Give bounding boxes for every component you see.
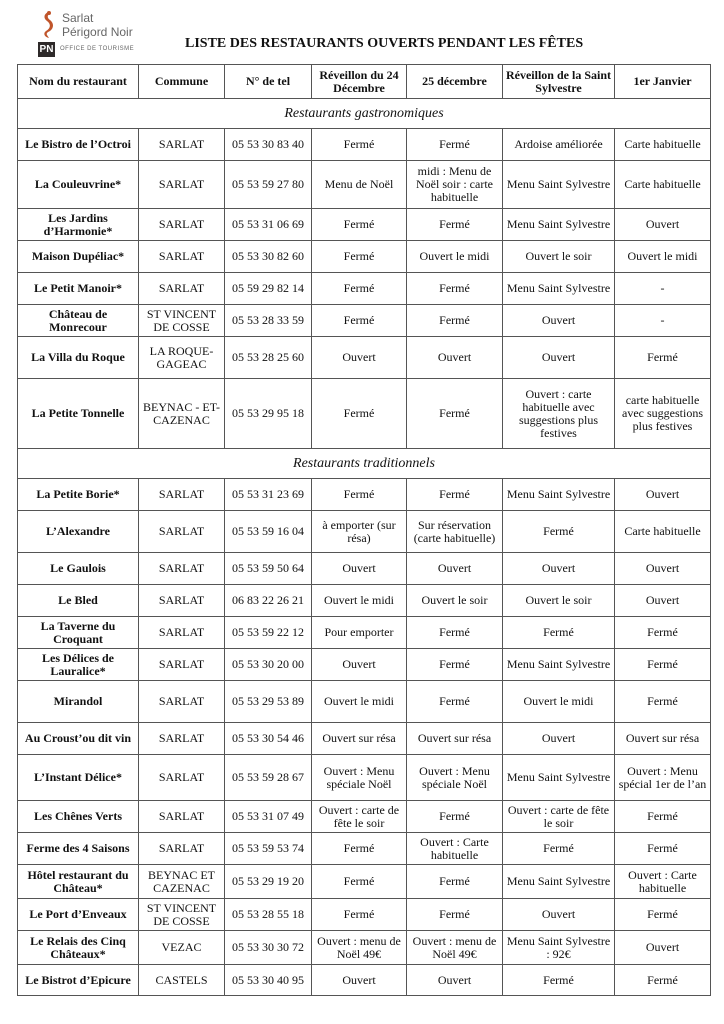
cell-dec31: Ouvert le soir (503, 241, 615, 273)
cell-jan1: Carte habituelle (615, 511, 711, 553)
cell-dec24: Fermé (312, 479, 407, 511)
cell-dec25: Sur réservation (carte habituelle) (407, 511, 503, 553)
table-row (18, 337, 711, 379)
cell-phone: 05 53 30 83 40 (225, 129, 312, 161)
cell-jan1: Fermé (615, 833, 711, 865)
table-row (18, 379, 711, 449)
cell-jan1: Fermé (615, 965, 711, 996)
table-row (18, 585, 711, 617)
cell-name: Le Bistro de l’Octroi (18, 129, 139, 161)
section-row (18, 449, 711, 479)
cell-dec31: Ouvert : carte de fête le soir (503, 801, 615, 833)
cell-commune: SARLAT (139, 681, 225, 723)
cell-commune: SARLAT (139, 585, 225, 617)
cell-phone: 05 53 30 54 46 (225, 723, 312, 755)
cell-jan1: Fermé (615, 801, 711, 833)
cell-phone: 05 53 30 30 72 (225, 931, 312, 965)
cell-dec24: Ouvert le midi (312, 681, 407, 723)
cell-name: La Petite Tonnelle (18, 379, 139, 449)
lizard-icon (38, 10, 58, 40)
cell-commune: SARLAT (139, 511, 225, 553)
cell-name: Les Délices de Lauralice* (18, 649, 139, 681)
cell-jan1: - (615, 273, 711, 305)
cell-dec31: Ouvert (503, 899, 615, 931)
cell-name: Château de Monrecour (18, 305, 139, 337)
cell-commune: BEYNAC - ET-CAZENAC (139, 379, 225, 449)
cell-dec24: Ouvert le midi (312, 585, 407, 617)
cell-dec25: Ouvert le midi (407, 241, 503, 273)
cell-dec25: Fermé (407, 801, 503, 833)
cell-dec24: Fermé (312, 273, 407, 305)
cell-dec24: Fermé (312, 305, 407, 337)
cell-dec25: Fermé (407, 273, 503, 305)
logo-monogram: PN (39, 44, 54, 55)
cell-phone: 05 53 30 40 95 (225, 965, 312, 996)
cell-dec24: Fermé (312, 899, 407, 931)
cell-name: La Taverne du Croquant (18, 617, 139, 649)
cell-jan1: Fermé (615, 337, 711, 379)
logo-line1: Sarlat (62, 11, 94, 25)
cell-dec24: Fermé (312, 129, 407, 161)
cell-commune: SARLAT (139, 161, 225, 209)
table-row (18, 209, 711, 241)
cell-dec24: Fermé (312, 865, 407, 899)
restaurants-table (17, 64, 711, 996)
cell-commune: SARLAT (139, 479, 225, 511)
table-row (18, 129, 711, 161)
cell-commune: SARLAT (139, 755, 225, 801)
table-row (18, 833, 711, 865)
cell-name: La Villa du Roque (18, 337, 139, 379)
table-row (18, 899, 711, 931)
cell-dec31: Menu Saint Sylvestre (503, 755, 615, 801)
logo-tagline: OFFICE DE TOURISME (60, 46, 135, 52)
table-row (18, 801, 711, 833)
cell-dec31: Ouvert (503, 305, 615, 337)
cell-dec24: Fermé (312, 241, 407, 273)
cell-dec24: Ouvert (312, 649, 407, 681)
cell-commune: SARLAT (139, 273, 225, 305)
logo-line2: Périgord Noir (62, 25, 133, 39)
cell-dec25: Fermé (407, 865, 503, 899)
cell-dec25: Ouvert : Menu spéciale Noël (407, 755, 503, 801)
cell-dec31: Menu Saint Sylvestre (503, 479, 615, 511)
cell-name: Hôtel restaurant du Château* (18, 865, 139, 899)
cell-phone: 05 53 28 33 59 (225, 305, 312, 337)
cell-jan1: Fermé (615, 649, 711, 681)
cell-commune: ST VINCENT DE COSSE (139, 305, 225, 337)
cell-jan1: Ouvert : Menu spécial 1er de l’an (615, 755, 711, 801)
table-row (18, 305, 711, 337)
cell-phone: 05 53 59 53 74 (225, 833, 312, 865)
cell-jan1: Ouvert (615, 585, 711, 617)
table-row (18, 511, 711, 553)
cell-dec25: Fermé (407, 209, 503, 241)
cell-dec24: Ouvert : carte de fête le soir (312, 801, 407, 833)
cell-dec31: Menu Saint Sylvestre (503, 209, 615, 241)
cell-phone: 05 53 30 82 60 (225, 241, 312, 273)
page-title: LISTE DES RESTAURANTS OUVERTS PENDANT LES FÊTES (185, 36, 584, 51)
cell-commune: SARLAT (139, 833, 225, 865)
cell-dec25: Fermé (407, 617, 503, 649)
table-row (18, 649, 711, 681)
cell-dec25: Fermé (407, 379, 503, 449)
cell-phone: 05 53 29 19 20 (225, 865, 312, 899)
cell-commune: SARLAT (139, 553, 225, 585)
cell-dec24: Ouvert : Menu spéciale Noël (312, 755, 407, 801)
cell-name: Au Croust’ou dit vin (18, 723, 139, 755)
cell-commune: SARLAT (139, 617, 225, 649)
cell-phone: 06 83 22 26 21 (225, 585, 312, 617)
col-header-phone: N° de tel (225, 65, 312, 99)
cell-dec31: Menu Saint Sylvestre (503, 649, 615, 681)
cell-phone: 05 53 28 55 18 (225, 899, 312, 931)
logo-brand (62, 11, 133, 39)
cell-commune: LA ROQUE-GAGEAC (139, 337, 225, 379)
cell-phone: 05 53 31 06 69 (225, 209, 312, 241)
cell-dec24: Ouvert : menu de Noël 49€ (312, 931, 407, 965)
cell-commune: BEYNAC ET CAZENAC (139, 865, 225, 899)
col-header-jan1: 1er Janvier (615, 65, 711, 99)
cell-dec31: Ouvert le midi (503, 681, 615, 723)
cell-jan1: Ouvert le midi (615, 241, 711, 273)
cell-jan1: Ouvert (615, 209, 711, 241)
table-row (18, 723, 711, 755)
cell-dec25: Fermé (407, 649, 503, 681)
cell-dec31: Menu Saint Sylvestre (503, 161, 615, 209)
cell-name: Le Petit Manoir* (18, 273, 139, 305)
table-row (18, 755, 711, 801)
cell-dec25: Ouvert (407, 553, 503, 585)
cell-dec31: Fermé (503, 617, 615, 649)
cell-name: Les Jardins d’Harmonie* (18, 209, 139, 241)
cell-commune: ST VINCENT DE COSSE (139, 899, 225, 931)
table-row (18, 161, 711, 209)
table-row (18, 965, 711, 996)
section-row (18, 99, 711, 129)
cell-jan1: Carte habituelle (615, 129, 711, 161)
cell-dec25: Ouvert : menu de Noël 49€ (407, 931, 503, 965)
cell-jan1: Ouvert (615, 553, 711, 585)
cell-name: Le Port d’Enveaux (18, 899, 139, 931)
cell-commune: VEZAC (139, 931, 225, 965)
table-row (18, 681, 711, 723)
cell-dec24: Fermé (312, 379, 407, 449)
cell-dec24: Fermé (312, 833, 407, 865)
table-row (18, 617, 711, 649)
section-title: Restaurants traditionnels (18, 449, 711, 479)
table-row (18, 865, 711, 899)
cell-dec31: Menu Saint Sylvestre (503, 273, 615, 305)
cell-dec24: Pour emporter (312, 617, 407, 649)
cell-dec25: Fermé (407, 479, 503, 511)
cell-dec24: Menu de Noël (312, 161, 407, 209)
cell-dec24: Fermé (312, 209, 407, 241)
cell-name: Le Gaulois (18, 553, 139, 585)
cell-name: L’Instant Délice* (18, 755, 139, 801)
cell-dec25: Ouvert le soir (407, 585, 503, 617)
cell-dec25: Ouvert sur résa (407, 723, 503, 755)
cell-commune: SARLAT (139, 649, 225, 681)
logo (38, 8, 148, 58)
cell-jan1: Ouvert (615, 931, 711, 965)
col-header-dec24: Réveillon du 24 Décembre (312, 65, 407, 99)
cell-phone: 05 53 28 25 60 (225, 337, 312, 379)
cell-name: Les Chênes Verts (18, 801, 139, 833)
table-row (18, 479, 711, 511)
cell-name: Ferme des 4 Saisons (18, 833, 139, 865)
cell-jan1: Ouvert : Carte habituelle (615, 865, 711, 899)
cell-dec25: Ouvert (407, 337, 503, 379)
table-row (18, 241, 711, 273)
col-header-dec31: Réveillon de la Saint Sylvestre (503, 65, 615, 99)
cell-phone: 05 53 59 16 04 (225, 511, 312, 553)
cell-dec24: Ouvert (312, 553, 407, 585)
cell-jan1: Fermé (615, 617, 711, 649)
cell-name: Le Bistrot d’Epicure (18, 965, 139, 996)
cell-jan1: Carte habituelle (615, 161, 711, 209)
cell-phone: 05 59 29 82 14 (225, 273, 312, 305)
cell-dec31: Fermé (503, 965, 615, 996)
cell-dec25: Ouvert : Carte habituelle (407, 833, 503, 865)
cell-dec25: Fermé (407, 305, 503, 337)
cell-jan1: Fermé (615, 899, 711, 931)
cell-name: La Petite Borie* (18, 479, 139, 511)
table-row (18, 931, 711, 965)
cell-commune: SARLAT (139, 723, 225, 755)
cell-dec25: Fermé (407, 129, 503, 161)
col-header-name: Nom du restaurant (18, 65, 139, 99)
cell-dec24: Ouvert (312, 965, 407, 996)
cell-phone: 05 53 31 23 69 (225, 479, 312, 511)
cell-jan1: carte habituelle avec suggestions plus festives (615, 379, 711, 449)
cell-jan1: Fermé (615, 681, 711, 723)
cell-phone: 05 53 29 95 18 (225, 379, 312, 449)
cell-name: Le Relais des Cinq Châteaux* (18, 931, 139, 965)
cell-commune: CASTELS (139, 965, 225, 996)
cell-jan1: - (615, 305, 711, 337)
cell-phone: 05 53 30 20 00 (225, 649, 312, 681)
cell-dec31: Ardoise améliorée (503, 129, 615, 161)
table-row (18, 553, 711, 585)
cell-dec31: Ouvert (503, 553, 615, 585)
cell-dec24: Ouvert (312, 337, 407, 379)
cell-dec31: Fermé (503, 833, 615, 865)
cell-dec31: Ouvert (503, 723, 615, 755)
cell-dec24: Ouvert sur résa (312, 723, 407, 755)
cell-name: L’Alexandre (18, 511, 139, 553)
cell-dec25: midi : Menu de Noël soir : carte habituelle (407, 161, 503, 209)
cell-commune: SARLAT (139, 801, 225, 833)
cell-name: Le Bled (18, 585, 139, 617)
cell-dec24: à emporter (sur résa) (312, 511, 407, 553)
cell-dec25: Ouvert (407, 965, 503, 996)
cell-jan1: Ouvert sur résa (615, 723, 711, 755)
cell-dec31: Menu Saint Sylvestre (503, 865, 615, 899)
cell-dec31: Ouvert : carte habituelle avec suggestions plus festives (503, 379, 615, 449)
cell-name: La Couleuvrine* (18, 161, 139, 209)
cell-dec31: Menu Saint Sylvestre : 92€ (503, 931, 615, 965)
col-header-dec25: 25 décembre (407, 65, 503, 99)
cell-dec31: Ouvert le soir (503, 585, 615, 617)
cell-name: Maison Dupéliac* (18, 241, 139, 273)
cell-dec31: Ouvert (503, 337, 615, 379)
cell-phone: 05 53 59 27 80 (225, 161, 312, 209)
col-header-commune: Commune (139, 65, 225, 99)
cell-dec31: Fermé (503, 511, 615, 553)
cell-commune: SARLAT (139, 241, 225, 273)
cell-name: Mirandol (18, 681, 139, 723)
cell-phone: 05 53 59 50 64 (225, 553, 312, 585)
table-body (18, 99, 711, 996)
cell-phone: 05 53 29 53 89 (225, 681, 312, 723)
section-title: Restaurants gastronomiques (18, 99, 711, 129)
cell-dec25: Fermé (407, 899, 503, 931)
header-row (18, 65, 711, 99)
cell-phone: 05 53 31 07 49 (225, 801, 312, 833)
table-row (18, 273, 711, 305)
cell-phone: 05 53 59 28 67 (225, 755, 312, 801)
cell-commune: SARLAT (139, 209, 225, 241)
cell-dec25: Fermé (407, 681, 503, 723)
cell-commune: SARLAT (139, 129, 225, 161)
cell-phone: 05 53 59 22 12 (225, 617, 312, 649)
cell-jan1: Ouvert (615, 479, 711, 511)
